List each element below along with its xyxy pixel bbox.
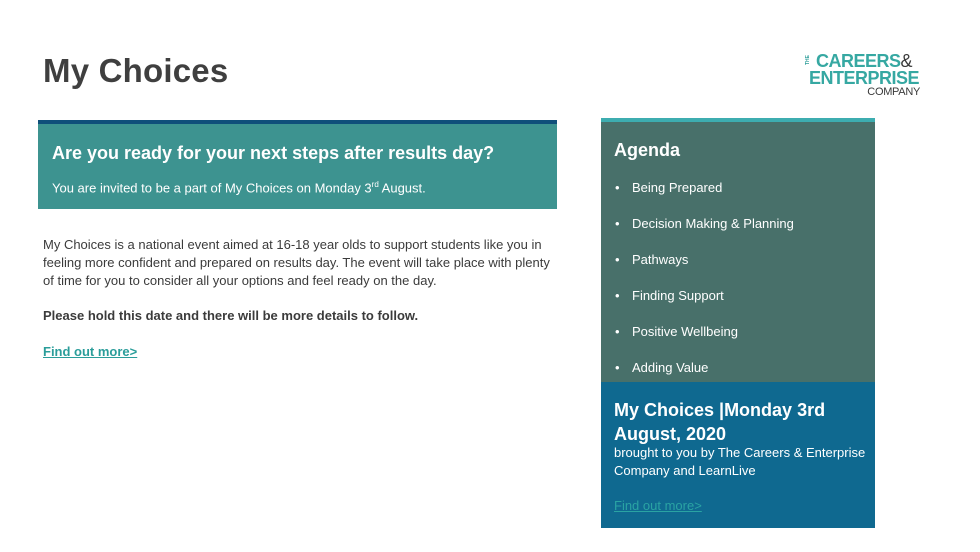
logo-ampersand: & [900, 51, 913, 71]
agenda-item: • Pathways [615, 252, 689, 267]
bullet-icon: • [615, 360, 620, 375]
agenda-list [615, 180, 794, 396]
bullet-icon: • [615, 180, 620, 195]
company-logo [806, 52, 924, 100]
find-out-more-link[interactable]: Find out more> [43, 344, 138, 359]
bullet-icon: • [615, 216, 620, 231]
invitation-banner [38, 120, 557, 209]
hold-date-notice: Please hold this date and there will be more details to follow. [43, 308, 419, 323]
agenda-item: • Positive Wellbeing [615, 324, 738, 339]
event-panel [601, 382, 875, 528]
banner-heading: Are you ready for your next steps after results day? [52, 143, 495, 163]
bullet-icon: • [615, 288, 620, 303]
agenda-item: • Decision Making & Planning [615, 216, 794, 231]
ordinal-suffix: rd [371, 180, 379, 189]
logo-company: COMPANY [867, 86, 920, 98]
page-title: My Choices [43, 52, 229, 89]
event-title: My Choices |Monday 3rd August, 2020 [614, 400, 826, 444]
bullet-icon: • [615, 324, 620, 339]
agenda-item: • Adding Value [615, 360, 709, 375]
agenda-item: • Finding Support [615, 288, 724, 303]
bullet-icon: • [615, 252, 620, 267]
logo-the: THE [805, 55, 811, 65]
logo-careers: CAREERS [816, 51, 901, 71]
agenda-title: Agenda [614, 140, 681, 160]
banner-subtitle: You are invited to be a part of My Choices on Monday 3rd August. [52, 180, 426, 196]
logo-enterprise: ENTERPRISE [809, 68, 920, 88]
event-find-out-more-link[interactable]: Find out more> [614, 498, 702, 513]
agenda-item: • Being Prepared [615, 180, 723, 195]
agenda-panel [601, 118, 875, 382]
event-subtitle: brought to you by The Careers & Enterprise Company and LearnLive [614, 445, 866, 478]
event-description: My Choices is a national event aimed at 16-18 year olds to support students like you in feeling more confident and prepared on results day. The event will take place with plenty of time for you to consider all your options and feel ready on the day. [43, 237, 550, 288]
